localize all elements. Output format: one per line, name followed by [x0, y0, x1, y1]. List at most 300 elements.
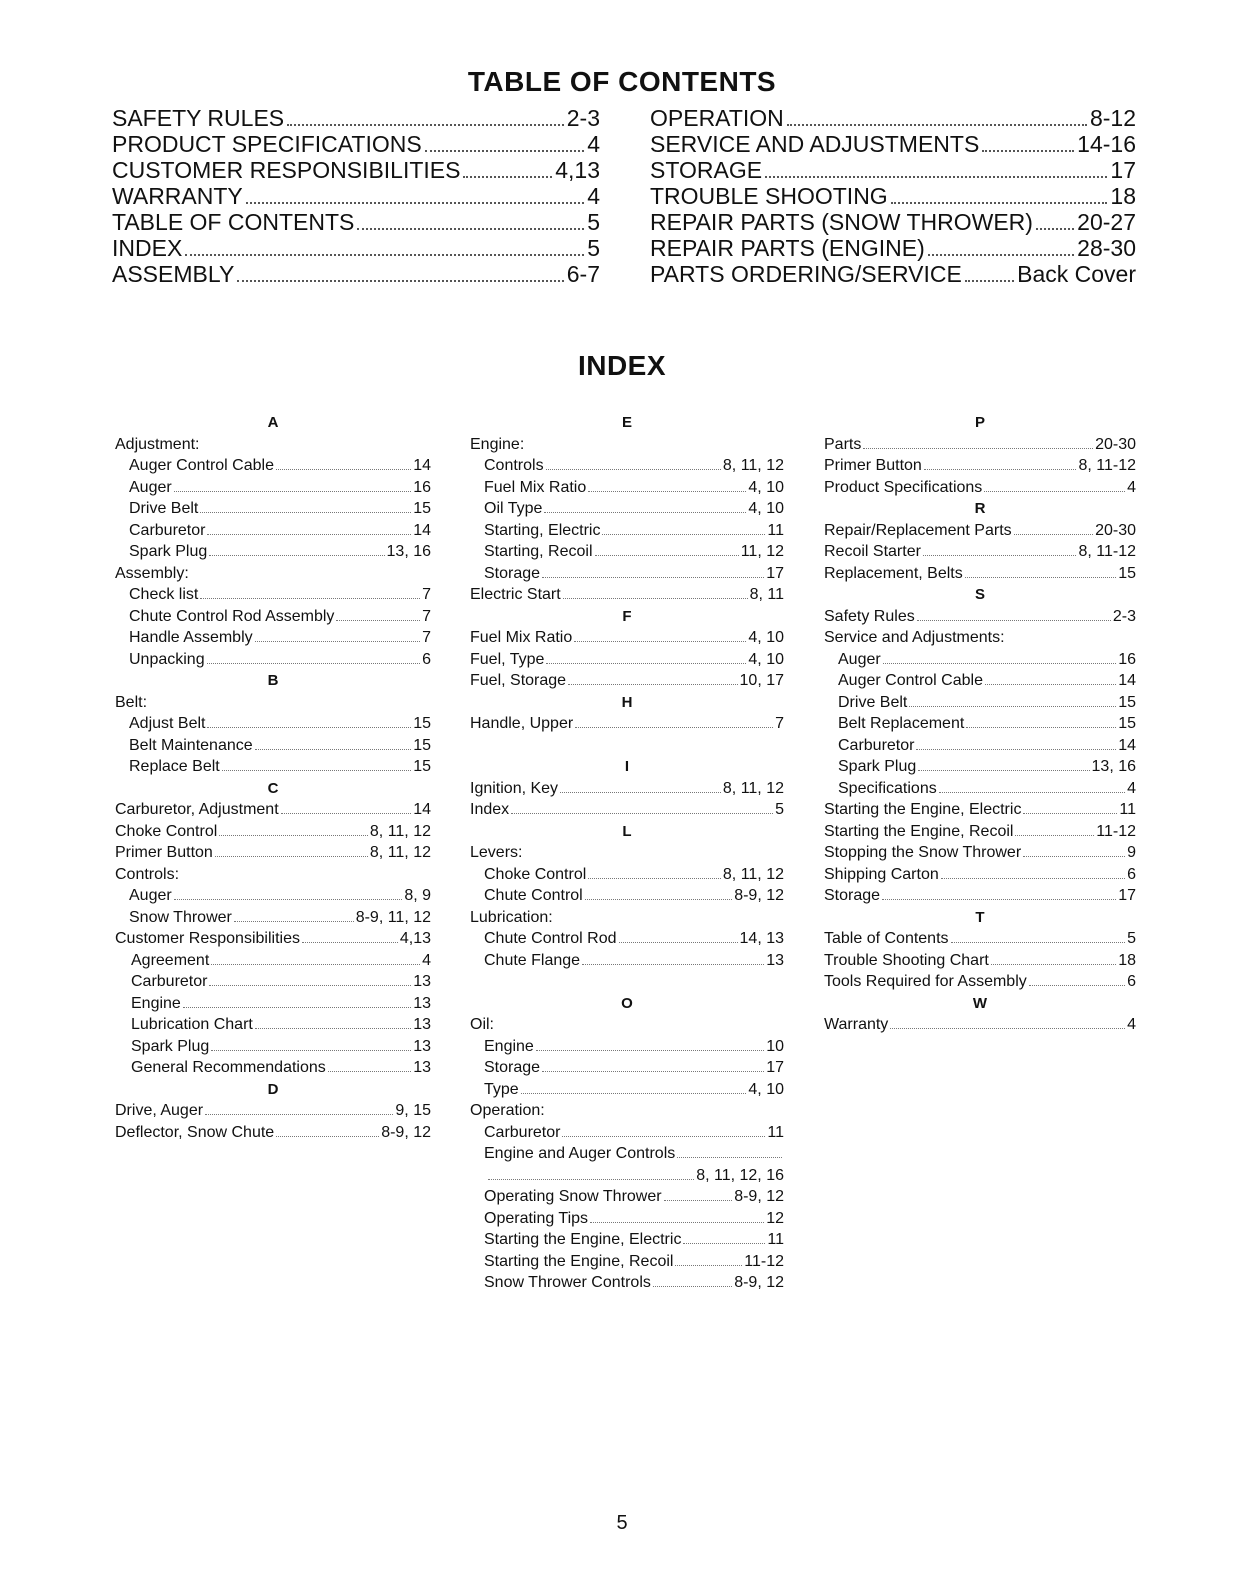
toc-entry-page: 4,13: [555, 157, 600, 183]
dot-leader: [984, 491, 1125, 492]
toc-entry-label: WARRANTY: [112, 183, 243, 209]
index-entry-page: 8, 9: [404, 887, 431, 904]
dot-leader: [536, 1050, 764, 1051]
index-entry-label: Snow Thrower Controls: [484, 1274, 651, 1291]
index-entry-label: Drive Belt: [838, 693, 908, 711]
index-entry-page: 9, 15: [395, 1102, 431, 1119]
index-entry-label: Handle Assembly: [129, 629, 253, 646]
index-entry-label: Auger Control Cable: [129, 457, 274, 474]
index-entry-page: 16: [1118, 650, 1136, 668]
dot-leader: [205, 1114, 393, 1115]
toc-entry[interactable]: [650, 106, 1136, 132]
dot-leader: [675, 1265, 742, 1266]
toc-right-column: [650, 106, 1136, 288]
dot-leader: [985, 684, 1116, 685]
dot-leader: [255, 1028, 411, 1029]
index-subentry: [470, 864, 784, 886]
toc-entry[interactable]: [112, 262, 600, 288]
toc-entry-page: 2-3: [566, 105, 600, 131]
dot-leader: [546, 663, 746, 664]
toc-entry[interactable]: [112, 132, 600, 158]
index-group-heading: [824, 627, 1136, 649]
index-entry-label: Carburetor: [484, 1123, 561, 1141]
index-entry-label: Fuel Mix Ratio: [470, 629, 573, 646]
index-entry-page: 13: [413, 994, 431, 1012]
toc-entry-label: PRODUCT SPECIFICATIONS: [112, 131, 422, 157]
index-entry-page: 16: [413, 478, 431, 496]
index-entry-page: 15: [1118, 693, 1136, 711]
dot-leader: [619, 942, 738, 943]
index-entry-page: 4, 10: [748, 650, 784, 668]
toc-entry[interactable]: [112, 184, 600, 210]
toc-entry[interactable]: [650, 158, 1136, 184]
dot-leader: [1023, 856, 1125, 857]
index-entry-page: 13: [413, 1016, 431, 1033]
index-entry-label: Chute Control: [484, 887, 583, 904]
index-subentry: [470, 1143, 784, 1165]
toc-entry-label: TROUBLE SHOOTING: [650, 183, 888, 209]
toc-entry[interactable]: [112, 210, 600, 236]
index-entry-page: 15: [413, 715, 431, 732]
index-letter-heading: D: [267, 1080, 279, 1098]
index-entry-page: 15: [413, 736, 431, 754]
dot-leader: [185, 254, 584, 256]
dot-leader: [207, 663, 420, 664]
dot-leader: [1029, 985, 1125, 986]
index-subentry: [470, 563, 784, 585]
dot-leader: [882, 899, 1116, 900]
index-entry: [115, 1122, 431, 1144]
toc-entry-label: TABLE OF CONTENTS: [112, 209, 355, 235]
index-entry-page: 15: [413, 500, 431, 517]
index-entry-label: Starting the Engine, Recoil: [824, 822, 1014, 840]
toc-entry[interactable]: [112, 236, 600, 262]
index-entry: [470, 713, 784, 735]
dot-leader: [590, 1222, 764, 1223]
index-subentry: [115, 713, 431, 735]
dot-leader: [664, 1200, 733, 1201]
index-entry-page: 4: [1127, 779, 1136, 797]
index-letter-heading: O: [621, 994, 633, 1012]
index-entry-label: Shipping Carton: [824, 865, 939, 883]
dot-leader: [939, 792, 1125, 793]
index-entry-page: 10, 17: [739, 672, 784, 689]
index-entry: [115, 928, 431, 950]
index-entry-label: Type: [484, 1080, 519, 1098]
index-entry-label: General Recommendations: [131, 1059, 326, 1076]
index-entry-label: Engine: [484, 1037, 534, 1055]
index-entry-page: 4: [1127, 1016, 1136, 1033]
dot-leader: [588, 491, 746, 492]
dot-leader: [281, 813, 412, 814]
index-entry-label: Carburetor, Adjustment: [115, 801, 279, 818]
index-entry: [824, 434, 1136, 456]
index-group-label: Adjustment:: [115, 435, 200, 453]
index-group-heading: [470, 842, 784, 864]
dot-leader: [765, 176, 1107, 178]
index-subentry: [115, 993, 431, 1015]
index-subentry: [470, 1122, 784, 1144]
index-subentry: [470, 1251, 784, 1273]
index-subentry: [115, 885, 431, 907]
index-entry-page: 13: [766, 951, 784, 969]
index-entry: [824, 455, 1136, 477]
index-entry-label: Storage: [484, 1059, 541, 1076]
index-entry-page: 5: [1127, 930, 1136, 947]
toc-entry-label: SAFETY RULES: [112, 105, 285, 131]
dot-leader: [965, 280, 1014, 282]
index-entry-label: Replace Belt: [129, 758, 220, 775]
dot-leader: [287, 124, 564, 126]
toc-entry[interactable]: [112, 106, 600, 132]
index-entry-label: Operating Tips: [484, 1209, 589, 1227]
index-subentry: [115, 455, 431, 477]
index-entry-page: 11: [767, 1231, 784, 1248]
dot-leader: [209, 555, 384, 556]
index-entry-page: 11: [767, 521, 784, 539]
index-letter-heading: S: [974, 586, 985, 603]
index-entry-label: Customer Responsibilities: [115, 930, 300, 947]
index-subentry: [824, 713, 1136, 735]
index-subentry: [470, 1057, 784, 1079]
index-entry-label: Primer Button: [824, 457, 922, 474]
index-entry-label: Starting the Engine, Electric: [824, 801, 1022, 818]
index-letter-heading: T: [975, 908, 985, 926]
index-group-label: Operation:: [470, 1102, 545, 1119]
index-entry-label: Chute Flange: [484, 951, 581, 969]
toc-entry[interactable]: [650, 184, 1136, 210]
index-entry: [824, 821, 1136, 843]
toc-entry-page: 14-16: [1077, 131, 1136, 157]
index-entry-label: Auger: [129, 478, 172, 496]
dot-leader: [546, 469, 721, 470]
index-entry-page: 11-12: [1096, 822, 1136, 840]
index-group-label: Oil:: [470, 1016, 494, 1033]
index-group-heading: [115, 434, 431, 456]
index-entry-continuation: [470, 1165, 784, 1187]
index-group-heading: [470, 907, 784, 929]
index-subentry: [470, 1036, 784, 1058]
page-number: 5: [616, 1512, 628, 1534]
toc-title: TABLE OF CONTENTS: [467, 66, 777, 97]
index-entry-label: Stopping the Snow Thrower: [824, 844, 1022, 861]
dot-leader: [575, 727, 773, 728]
index-group-label: Lubrication:: [470, 908, 553, 926]
dot-leader: [207, 534, 411, 535]
index-entry-page: 11: [767, 1123, 784, 1141]
index-entry-label: Engine and Auger Controls: [484, 1145, 676, 1162]
dot-leader: [568, 684, 737, 685]
index-spacer: [470, 735, 784, 757]
index-entry-page: 8, 11, 12: [722, 457, 784, 474]
index-entry: [470, 584, 784, 606]
index-subentry: [115, 477, 431, 499]
dot-leader: [965, 577, 1116, 578]
index-entry-page: 6: [1127, 973, 1136, 990]
toc-entry-label: INDEX: [112, 235, 183, 261]
index-entry-page: 4, 10: [748, 629, 784, 646]
dot-leader: [653, 1286, 732, 1287]
index-subentry: [824, 670, 1136, 692]
dot-leader: [677, 1157, 782, 1158]
index-entry-page: 13: [413, 973, 431, 990]
index-entry-page: 4, 10: [748, 500, 784, 517]
index-subentry: [115, 1036, 431, 1058]
dot-leader: [991, 964, 1116, 965]
dot-leader: [602, 534, 765, 535]
index-entry-page: 17: [766, 564, 784, 582]
index-group-heading: [470, 1014, 784, 1036]
dot-leader: [544, 512, 746, 513]
index-entry-page: 18: [1118, 951, 1136, 969]
index-entry-label: Index: [470, 801, 510, 818]
index-subentry: [115, 1014, 431, 1036]
index-letter-heading: I: [624, 758, 630, 775]
index-subentry: [824, 756, 1136, 778]
toc-entry-page: 4: [587, 131, 600, 157]
toc-left-column: [112, 106, 600, 288]
index-entry-label: Storage: [484, 564, 541, 582]
index-letter-heading: H: [621, 693, 633, 711]
index-entry-label: Drive, Auger: [115, 1102, 204, 1119]
index-entry: [470, 670, 784, 692]
toc-entry[interactable]: [650, 210, 1136, 236]
index-letter-heading: F: [622, 607, 632, 625]
toc-entry-page: 5: [587, 209, 600, 235]
dot-leader: [560, 792, 721, 793]
dot-leader: [276, 1136, 379, 1137]
toc-entry[interactable]: [650, 132, 1136, 158]
index-group-heading: [115, 563, 431, 585]
index-entry-page: 13: [413, 1037, 431, 1055]
toc-entry-label: ASSEMBLY: [112, 261, 235, 287]
index-letter-heading: L: [622, 822, 632, 840]
index-entry-label: Starting the Engine, Recoil: [484, 1252, 674, 1270]
index-entry-page: 9: [1127, 844, 1136, 861]
index-entry-page: 6: [422, 650, 431, 668]
index-entry-label: Carburetor: [129, 521, 206, 539]
index-entry-label: Choke Control: [115, 822, 218, 840]
index-subentry: [470, 1272, 784, 1294]
index-entry: [115, 799, 431, 821]
dot-leader: [255, 749, 412, 750]
index-subentry: [115, 735, 431, 757]
dot-leader: [890, 1028, 1125, 1029]
toc-entry-page: Back Cover: [1017, 261, 1136, 287]
index-subentry: [470, 1229, 784, 1251]
index-entry-label: Snow Thrower: [129, 908, 232, 926]
index-letter-heading: A: [267, 414, 279, 431]
index-letter-heading: W: [972, 994, 988, 1012]
index-entry-page: 7: [422, 586, 431, 603]
index-subentry: [470, 950, 784, 972]
index-entry-label: Starting, Recoil: [484, 543, 593, 560]
index-entry-page: 7: [422, 607, 431, 625]
index-entry: [824, 928, 1136, 950]
index-group-label: Belt:: [115, 693, 148, 711]
toc-entry-label: SERVICE AND ADJUSTMENTS: [650, 131, 980, 157]
dot-leader: [574, 641, 746, 642]
index-entry-page: 4, 10: [748, 1080, 784, 1098]
index-entry-label: Engine: [131, 994, 181, 1012]
toc-entry-label: PARTS ORDERING/SERVICE: [650, 261, 962, 287]
dot-leader: [521, 1093, 747, 1094]
index-entry: [824, 606, 1136, 628]
index-entry-label: Starting, Electric: [484, 521, 601, 539]
index-subentry: [470, 520, 784, 542]
index-group-label: Engine:: [470, 435, 525, 453]
index-entry-label: Repair/Replacement Parts: [824, 521, 1012, 539]
index-entry: [115, 1100, 431, 1122]
index-entry: [824, 864, 1136, 886]
index-group-label: Controls:: [115, 865, 180, 883]
dot-leader: [883, 663, 1117, 664]
index-entry-page: 13, 16: [386, 543, 431, 560]
index-entry-label: Unpacking: [129, 650, 205, 668]
index-entry: [824, 842, 1136, 864]
dot-leader: [1023, 813, 1117, 814]
index-entry-page: 14: [413, 457, 431, 474]
index-entry: [115, 842, 431, 864]
index-entry-label: Fuel, Type: [470, 650, 545, 668]
index-entry-page: 14: [413, 521, 431, 539]
index-entry-page: 15: [1118, 715, 1136, 732]
index-group-heading: [470, 1100, 784, 1122]
dot-leader: [562, 1136, 765, 1137]
index-entry: [824, 885, 1136, 907]
index-entry: [824, 541, 1136, 563]
index-entry-page: 6: [1127, 865, 1136, 883]
toc-entry[interactable]: [650, 236, 1136, 262]
index-subentry: [824, 778, 1136, 800]
index-subentry: [470, 455, 784, 477]
dot-leader: [222, 770, 411, 771]
index-subentry: [470, 928, 784, 950]
index-group-label: Service and Adjustments:: [824, 629, 1005, 646]
index-subentry: [115, 971, 431, 993]
index-entry-page: 14: [1118, 736, 1136, 754]
index-entry-label: Primer Button: [115, 844, 213, 861]
toc-entry[interactable]: [112, 158, 600, 184]
toc-entry-label: REPAIR PARTS (SNOW THROWER): [650, 209, 1033, 235]
dot-leader: [246, 202, 584, 204]
index-subentry: [470, 1208, 784, 1230]
toc-entry-page: 6-7: [566, 261, 600, 287]
index-entry-page: 11, 12: [740, 543, 784, 560]
toc-entry-label: STORAGE: [650, 157, 763, 183]
toc-entry-page: 8-12: [1089, 105, 1136, 131]
index-entry-label: Oil Type: [484, 500, 543, 517]
dot-leader: [183, 1007, 411, 1008]
index-group-heading: [470, 434, 784, 456]
dot-leader: [488, 1179, 694, 1180]
toc-entry-label: OPERATION: [650, 105, 784, 131]
dot-leader: [585, 899, 732, 900]
toc-entry-page: 18: [1110, 183, 1136, 209]
index-entry-page: 20-30: [1095, 435, 1136, 453]
index-entry-page: 17: [766, 1059, 784, 1076]
dot-leader: [928, 254, 1074, 256]
dot-leader: [174, 899, 403, 900]
index-entry-page: 8-9, 11, 12: [355, 908, 431, 926]
index-entry-page: 11: [1119, 801, 1136, 818]
index-entry-label: Warranty: [824, 1016, 889, 1033]
index-subentry: [115, 541, 431, 563]
index-entry-label: Drive Belt: [129, 500, 199, 517]
dot-leader: [211, 1050, 411, 1051]
dot-leader: [234, 921, 354, 922]
dot-leader: [542, 1071, 764, 1072]
index-group-label: Assembly:: [115, 564, 189, 582]
index-entry-page: 13: [413, 1059, 431, 1076]
index-letter-heading: B: [267, 672, 279, 689]
index-group-heading: [115, 864, 431, 886]
index-entry: [115, 821, 431, 843]
dot-leader: [787, 124, 1087, 126]
index-entry-page: 14: [413, 801, 431, 818]
dot-leader: [542, 577, 764, 578]
index-entry-label: Specifications: [838, 779, 937, 797]
index-entry-label: Belt Maintenance: [129, 736, 253, 754]
index-subentry: [115, 520, 431, 542]
index-subentry: [115, 584, 431, 606]
index-entry-label: Spark Plug: [131, 1037, 210, 1055]
dot-leader: [200, 512, 411, 513]
index-letter-heading: C: [267, 779, 279, 797]
dot-leader: [276, 469, 411, 470]
dot-leader: [918, 770, 1089, 771]
dot-leader: [425, 150, 585, 152]
toc-entry[interactable]: [650, 262, 1136, 288]
index-entry-page: 8, 11, 12: [722, 779, 784, 797]
dot-leader: [563, 598, 748, 599]
index-column-2: [470, 412, 784, 1294]
index-subentry: [824, 735, 1136, 757]
index-entry-label: Spark Plug: [129, 543, 208, 560]
index-subentry: [115, 907, 431, 929]
index-entry-page: 15: [1118, 564, 1136, 582]
dot-leader: [982, 150, 1074, 152]
index-entry-label: Recoil Starter: [824, 543, 921, 560]
toc-entry-label: REPAIR PARTS (ENGINE): [650, 235, 925, 261]
index-entry-label: Adjust Belt: [129, 715, 206, 732]
index-entry-page: 7: [422, 629, 431, 646]
index-letter-heading: E: [621, 414, 632, 431]
index-entry-label: Controls: [484, 457, 544, 474]
index-entry-page: 2-3: [1112, 607, 1136, 625]
dot-leader: [966, 727, 1116, 728]
index-entry-page: 4,13: [399, 930, 431, 947]
dot-leader: [891, 202, 1108, 204]
dot-leader: [588, 878, 721, 879]
index-entry-page: 13, 16: [1091, 758, 1136, 775]
index-title: INDEX: [577, 350, 667, 381]
index-group-heading: [115, 692, 431, 714]
index-subentry: [470, 477, 784, 499]
index-column-3: [824, 412, 1136, 1036]
index-entry-page: 14, 13: [739, 930, 784, 947]
index-subentry: [115, 950, 431, 972]
index-entry: [824, 971, 1136, 993]
toc-entry-page: 20-27: [1077, 209, 1136, 235]
dot-leader: [917, 620, 1111, 621]
dot-leader: [215, 856, 368, 857]
index-group-label: Levers:: [470, 844, 523, 861]
dot-leader: [200, 598, 420, 599]
index-subentry: [470, 498, 784, 520]
index-entry-label: Product Specifications: [824, 478, 983, 496]
toc-entry-page: 28-30: [1077, 235, 1136, 261]
